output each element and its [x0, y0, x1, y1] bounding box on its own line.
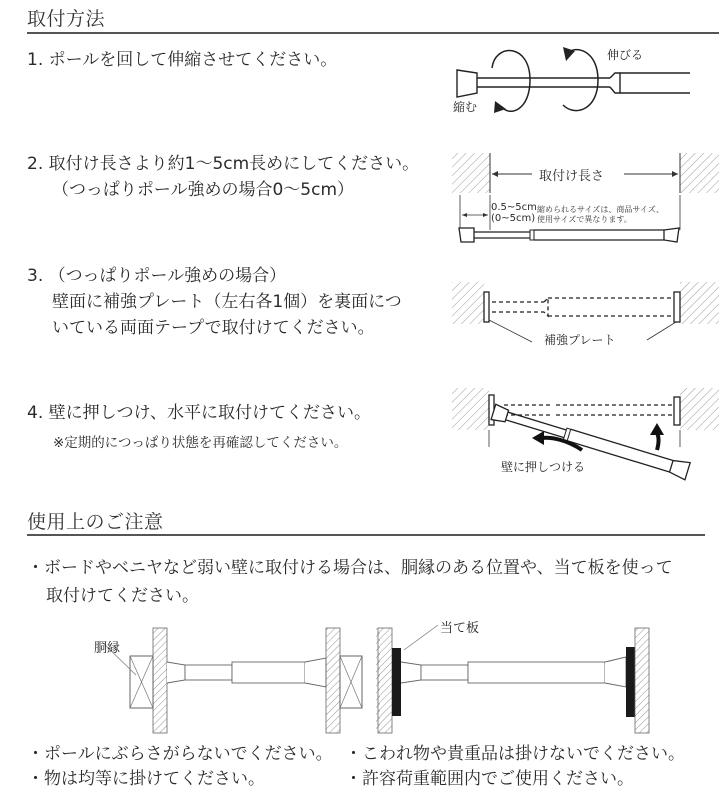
step-text: 壁に押しつけ、水平に取付けてください。: [48, 403, 371, 423]
range-label: [491, 202, 537, 224]
section-divider: [27, 32, 719, 34]
extend-label: 伸びる: [607, 48, 644, 62]
caption-line-1: 縮められるサイズは、商品サイズ、: [537, 205, 664, 214]
step-text: （つっぱりポール強めの場合）: [48, 266, 287, 286]
step-text: ポールを回して伸縮させてください。: [48, 50, 338, 70]
section-divider: [27, 534, 705, 536]
section-title-caution: 使用上のご注意: [27, 511, 164, 533]
press-illustration: [452, 385, 719, 475]
step-number: 1.: [27, 50, 44, 70]
step-3-line-2: 壁面に補強プレート（左右各1個）を裏面につ: [52, 292, 402, 312]
caution-bullet-load-limit: ・許容荷重範囲内でご使用ください。: [345, 769, 634, 789]
range-strong: (0~5cm): [491, 213, 536, 224]
range-normal: 0.5~5cm: [491, 202, 537, 213]
section-title-install: 取付方法: [27, 8, 106, 30]
step-3-line-3: いている両面テープで取付けてください。: [52, 318, 375, 338]
reinforcement-plate-label: 補強プレート: [544, 333, 616, 347]
mount-length-label: 取付け長さ: [536, 165, 607, 184]
step-1: [27, 47, 337, 73]
length-caption: [537, 205, 664, 225]
step-number: 3.: [27, 266, 44, 286]
shrink-label: 縮む: [453, 100, 478, 114]
step-number: 2.: [27, 154, 44, 174]
rotate-pole-illustration: [450, 35, 719, 125]
caution-bullet-even-load: ・物は均等に掛けてください。: [27, 769, 265, 789]
step-2-line-2: （つっぱりポール強めの場合0～5cm）: [52, 180, 355, 200]
step-2: [27, 151, 419, 177]
furring-label: 胴縁: [94, 641, 121, 656]
step-number: 4.: [27, 403, 44, 423]
caution-bullet-no-hanging: ・ポールにぶらさがらないでください。: [27, 744, 333, 764]
step-text: 取付け長さより約1～5cm長めにしてください。: [48, 154, 420, 174]
caption-line-2: 使用サイズで異なります。: [537, 215, 632, 224]
caution-intro-line-1: ・ボードやベニヤなど弱い壁に取付ける場合は、胴縁のある位置や、当て板を使って: [27, 558, 673, 578]
backing-board-label: 当て板: [440, 621, 480, 636]
step-4-note: ※定期的につっぱり状態を再確認してください。: [53, 435, 348, 451]
caution-intro-line-2: 取付けてください。: [46, 586, 199, 606]
backing-board-illustration: [370, 620, 670, 740]
press-against-wall-label: 壁に押しつける: [501, 460, 586, 474]
step-3: [27, 263, 286, 289]
caution-bullet-no-fragile: ・こわれ物や貴重品は掛けないでください。: [345, 744, 685, 764]
step-4: [27, 400, 371, 426]
